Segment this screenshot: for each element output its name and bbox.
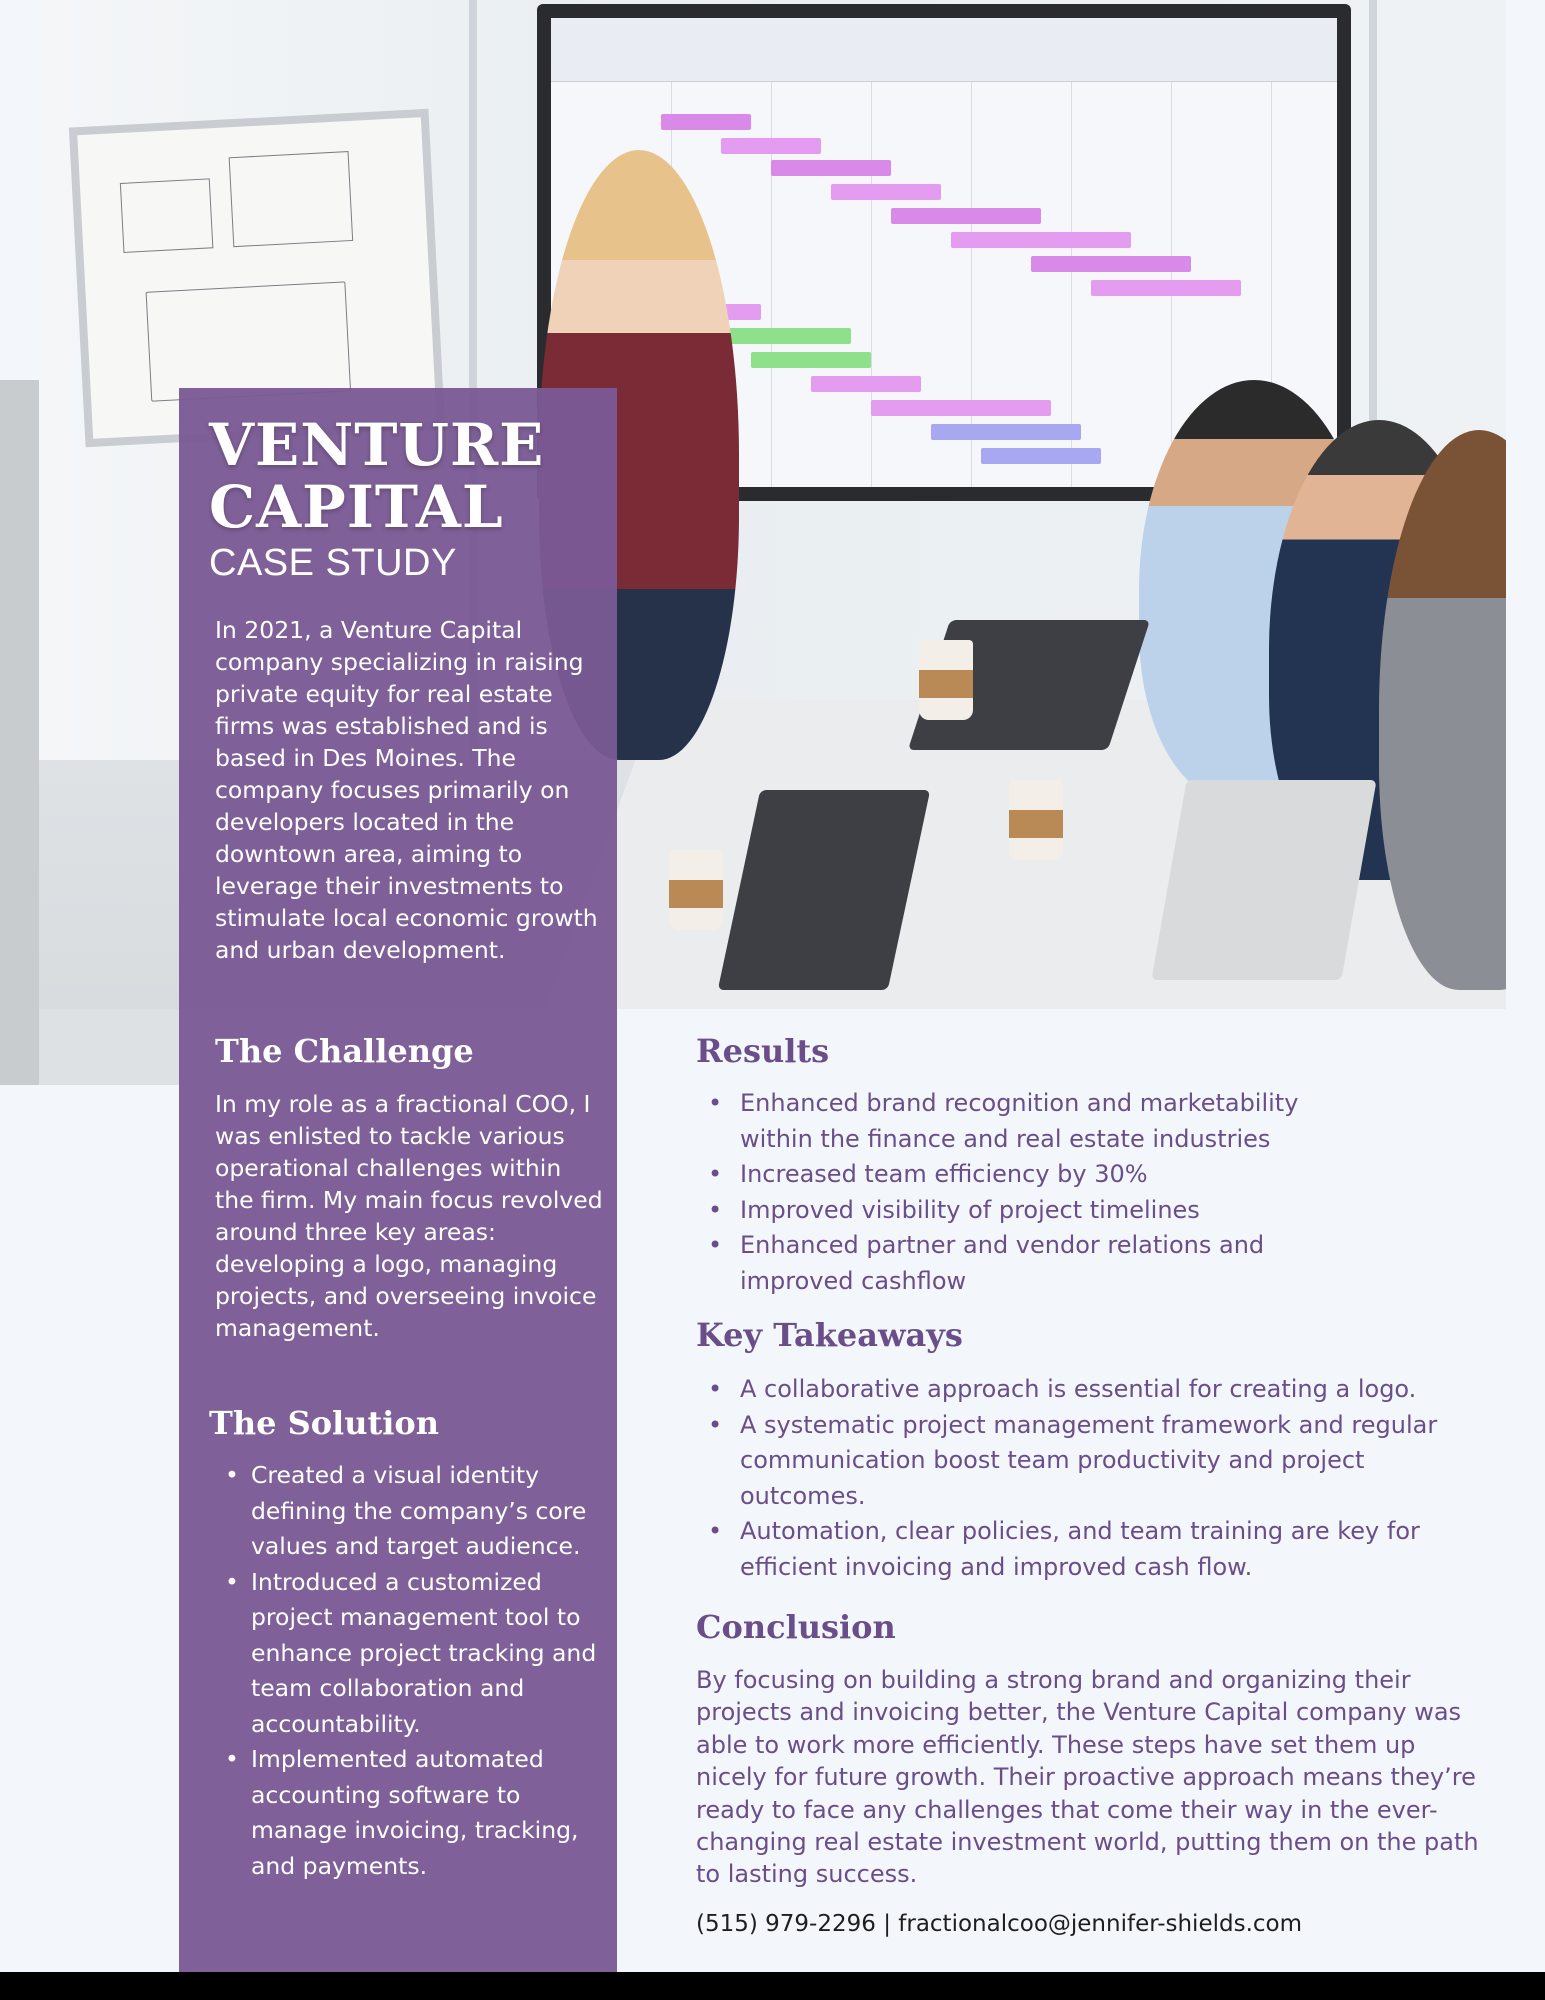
bottom-bar xyxy=(0,1972,1545,2000)
side-grey-band xyxy=(0,380,39,1085)
page-subtitle: CASE STUDY xyxy=(209,542,457,584)
list-item: • Created a visual identity defining the company’s core values and target audience. xyxy=(215,1458,607,1565)
grey-band xyxy=(39,1009,179,1085)
list-item: • Automation, clear policies, and team training are key for efficient invoicing and improved cash flow. xyxy=(696,1514,1496,1585)
list-item: • Improved visibility of project timelines xyxy=(696,1193,1336,1229)
title-line-2: CAPITAL xyxy=(209,473,504,541)
list-item: • Introduced a customized project management tool to enhance project tracking and team collaboration and accountability. xyxy=(215,1565,607,1743)
contact-info[interactable]: (515) 979-2296 | fractionalcoo@jennifer-shields.com xyxy=(696,1911,1303,1937)
coffee-cup xyxy=(919,640,973,720)
takeaways-list xyxy=(696,1372,1496,1585)
results-heading: Results xyxy=(696,1032,830,1070)
list-item: • A collaborative approach is essential for creating a logo. xyxy=(696,1372,1496,1408)
solution-heading: The Solution xyxy=(209,1404,439,1442)
list-item: • Increased team efficiency by 30% xyxy=(696,1157,1336,1193)
list-item: • Enhanced partner and vendor relations and improved cashflow xyxy=(696,1228,1336,1299)
challenge-heading: The Challenge xyxy=(215,1032,474,1070)
coffee-cup xyxy=(1009,780,1063,860)
solution-list xyxy=(215,1458,607,1884)
list-item: • A systematic project management framework and regular communication boost team productivity and project outcomes. xyxy=(696,1408,1496,1515)
title-line-1: VENTURE xyxy=(209,411,545,479)
results-list xyxy=(696,1086,1336,1299)
takeaways-heading: Key Takeaways xyxy=(696,1316,963,1354)
purple-panel xyxy=(179,388,617,1972)
intro-text: In 2021, a Venture Capital company specializing in raising private equity for real estate firms was established and is based in Des Moines. The company focuses primarily on developers located in the downtown area, aiming to leverage their investments to stimulate local economic growth and urban development. xyxy=(215,616,598,964)
list-item: • Enhanced brand recognition and marketability within the finance and real estate industries xyxy=(696,1086,1336,1157)
conclusion-text: By focusing on building a strong brand and organizing their projects and invoicing better, the Venture Capital company was able to work more efficiently. These steps have set them up nicely for future growth. Their proactive approach means they’re ready to face any challenges that come their way in the ever-changing real estate investment world, putting them on the path to lasting success. xyxy=(696,1666,1479,1889)
laptop xyxy=(1151,780,1376,980)
conclusion-heading: Conclusion xyxy=(696,1608,896,1646)
page-title xyxy=(209,411,545,541)
list-item: • Implemented automated accounting software to manage invoicing, tracking, and payments. xyxy=(215,1742,607,1884)
coffee-cup xyxy=(669,850,723,930)
challenge-text: In my role as a fractional COO, I was enlisted to tackle various operational challenges within the firm. My main focus revolved around three key areas: developing a logo, managing projects, and overseeing invoice management. xyxy=(215,1090,603,1342)
